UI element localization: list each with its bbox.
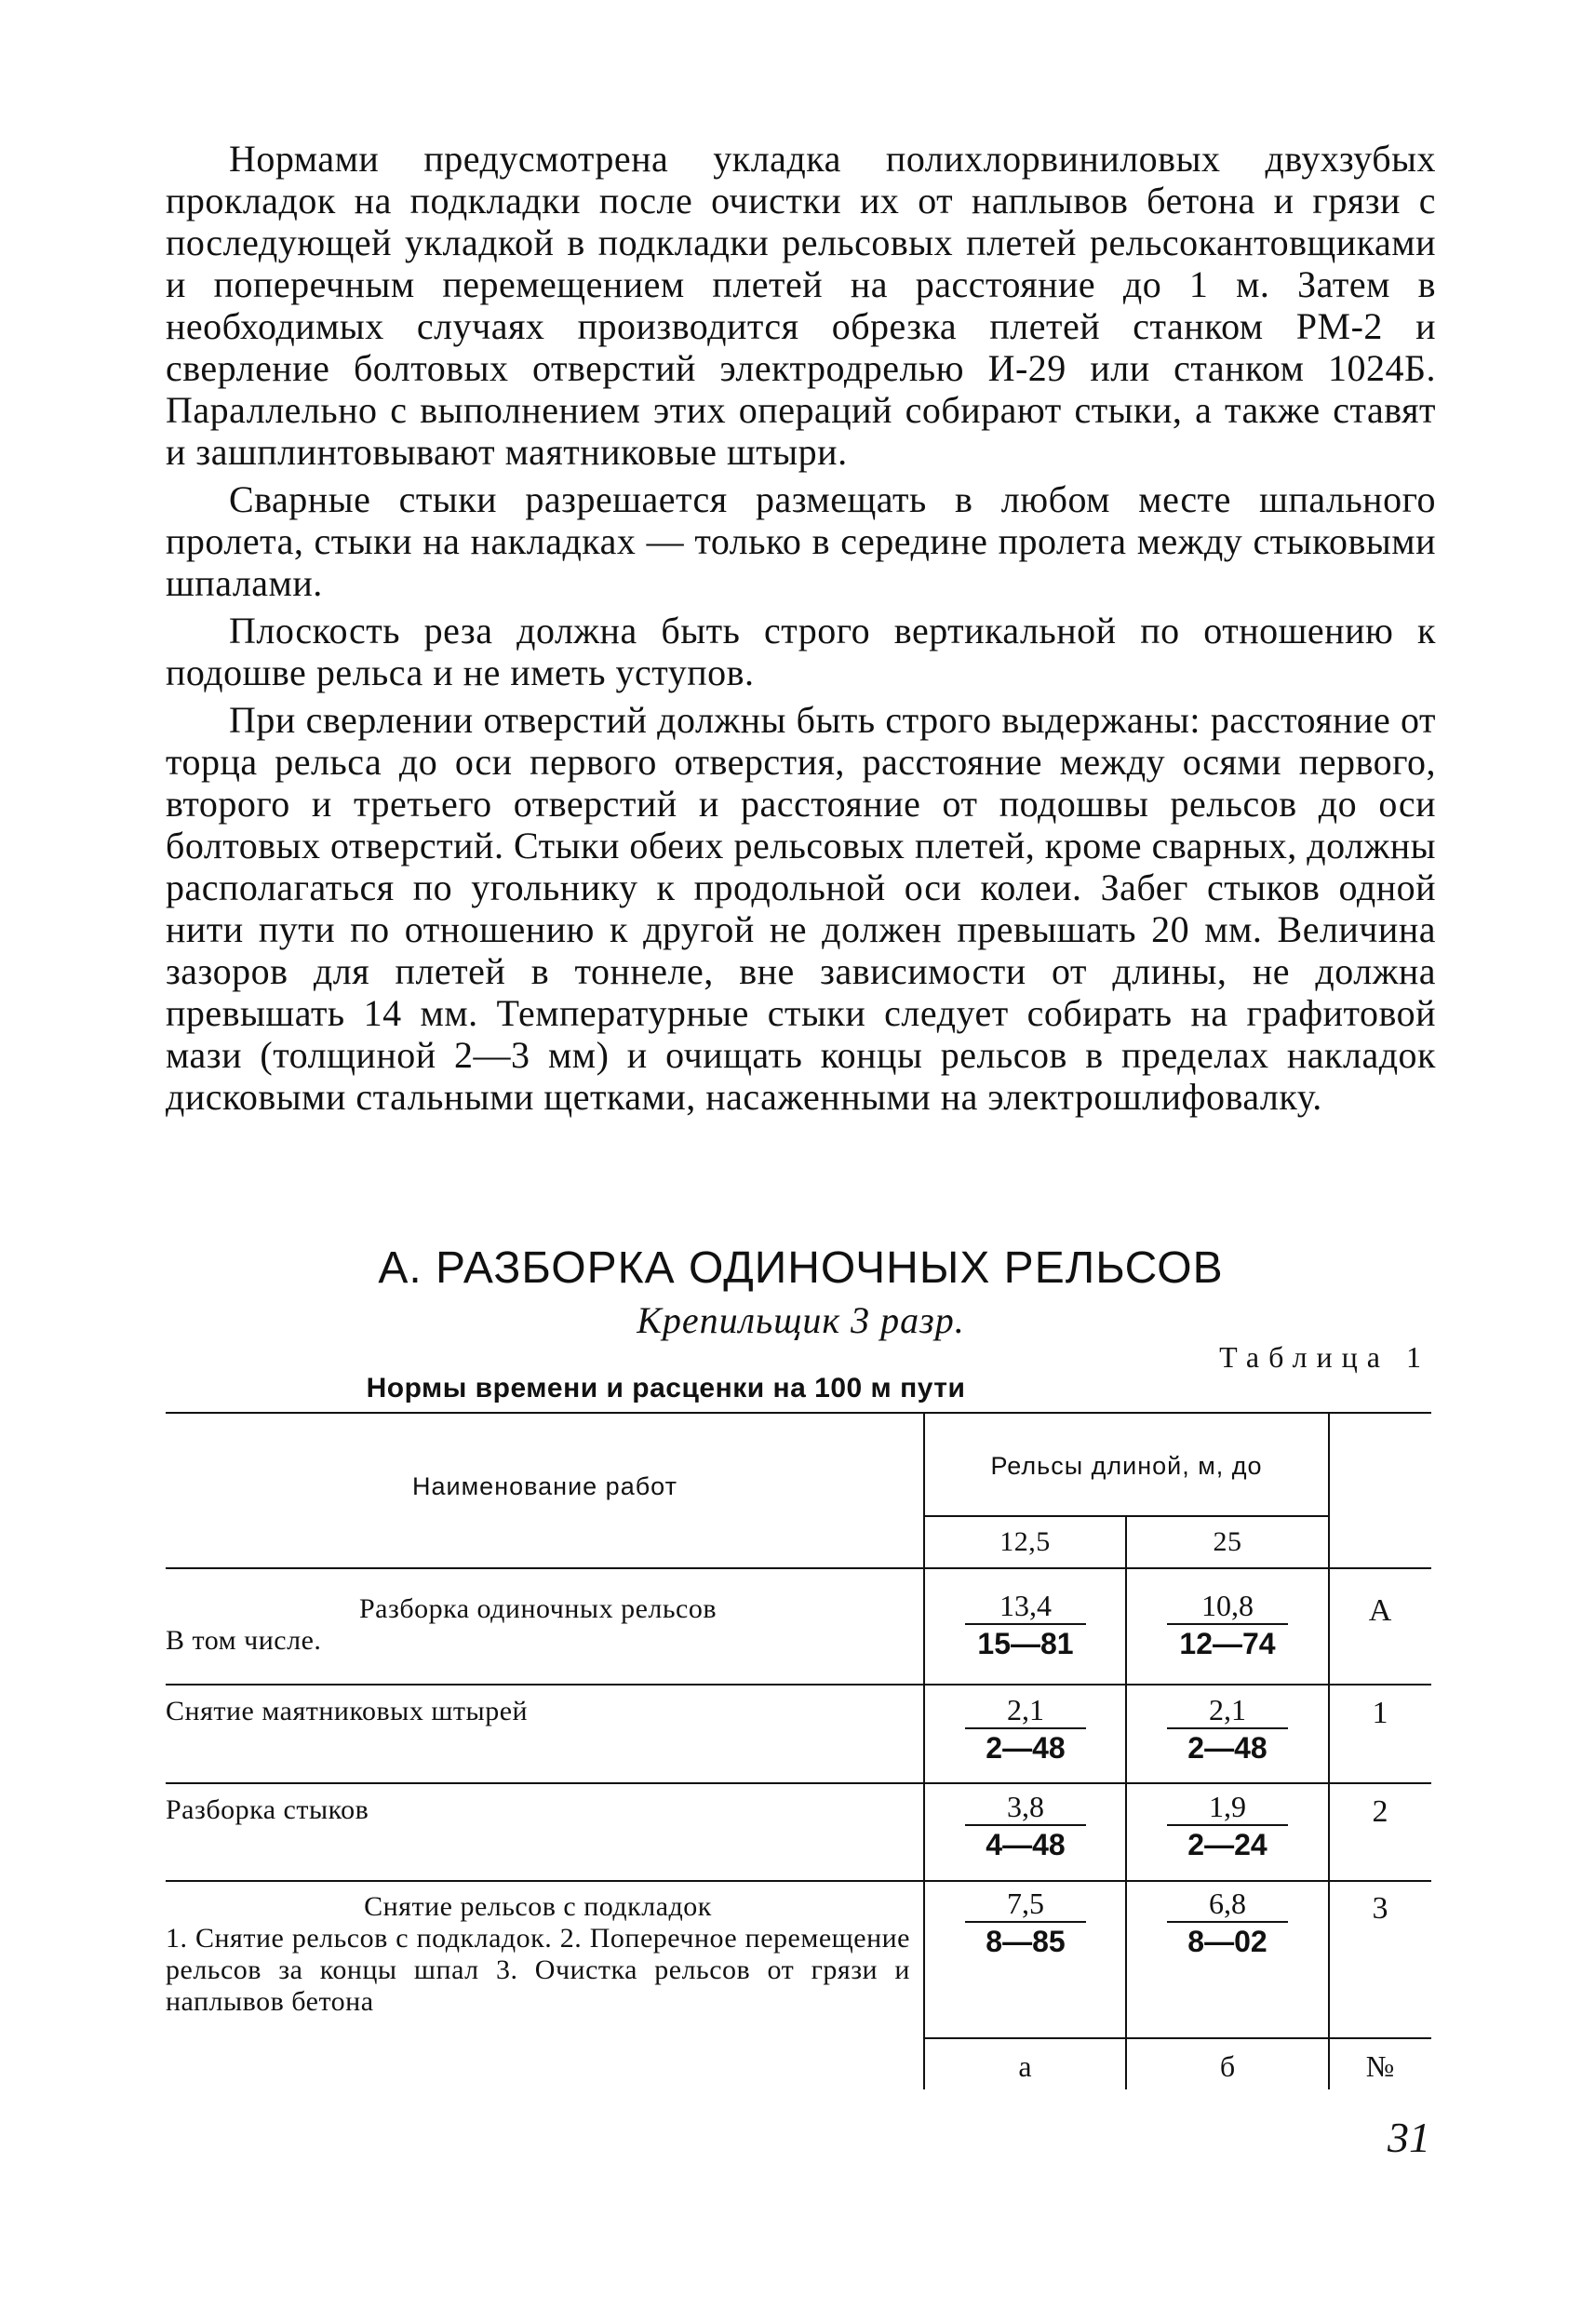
row-1-time-a: 13,4 — [965, 1588, 1086, 1625]
row-1-title: Разборка одиночных рельсов — [358, 1593, 718, 1624]
row-3-time-a: 3,8 — [965, 1789, 1086, 1826]
table-caption: Нормы времени и расценки на 100 м пути — [366, 1373, 966, 1403]
row-4-price-a: 8—85 — [986, 1925, 1066, 1958]
row-3-title: Разборка стыков — [166, 1794, 369, 1825]
row-1-price-b: 12—74 — [1179, 1627, 1276, 1660]
row-2-price-a: 2—48 — [986, 1731, 1066, 1765]
paragraph-4: При сверлении отверстий должны быть строго выдержаны: расстояние от торца рельса до оси первого отверстия, расстояние между осями первого, второго и третьего отверстий и расстояние от подошвы рельсов до оси болтовых отверстий. Стыки обеих рельсовых плетей, кроме сварных, должны располагаться по угольнику к продольной оси колеи. Забег стыков одной нити пути по отношению к другой не должен превышать 20 мм. Величина зазоров для плетей в тоннеле, вне зависимости от длины, не должна превышать 14 мм. Температурные стыки следует собирать на графитовой мази (толщиной 2—3 мм) и очищать концы рельсов в пределах накладок дисковыми стальными щетками, насаженными на электрошлифовалку. — [166, 699, 1436, 1118]
row-4-value-a — [965, 1886, 1086, 1960]
row-4-title: Снятие рельсов с подкладок — [364, 1891, 712, 1922]
row-2-title: Снятие маятниковых штырей — [166, 1696, 529, 1726]
row-1-value-b — [1167, 1588, 1288, 1662]
footer-col-a: а — [1018, 2049, 1032, 2083]
row-4-note: 1. Снятие рельсов с подкладок. 2. Поперечное перемещение рельсов за концы шпал 3. Очистка рельсов от грязи и наплывов бетона — [166, 1923, 910, 2017]
page-number: 31 — [1388, 2114, 1430, 2161]
row-4-code: 3 — [1372, 1891, 1388, 1926]
row-2-time-b: 2,1 — [1167, 1692, 1288, 1729]
row-3-time-b: 1,9 — [1167, 1789, 1288, 1826]
paragraph-1: Нормами предусмотрена укладка полихлорвиниловых двухзубых прокладок на подкладки после очистки их от наплывов бетона и грязи с последующей укладкой в подкладки рельсовых плетей рельсокантовщиками и поперечным перемещением плетей на расстояние до 1 м. Затем в необходимых случаях производится обрезка плетей станком РМ-2 и сверление болтовых отверстий электродрелью И-29 или станком 1024Б. Параллельно с выполнением этих операций собирают стыки, а также ставят и зашплинтовывают маятниковые штыри. — [166, 138, 1436, 473]
row-2-time-a: 2,1 — [965, 1692, 1086, 1729]
row-1-value-a — [965, 1588, 1086, 1662]
footer-code: № — [1365, 2049, 1395, 2083]
row-3-price-b: 2—24 — [1187, 1828, 1267, 1861]
row-2-code: 1 — [1372, 1696, 1388, 1730]
header-group: Рельсы длиной, м, до — [990, 1452, 1263, 1480]
section-title: А. РАЗБОРКА ОДИНОЧНЫХ РЕЛЬСОВ — [378, 1243, 1224, 1293]
row-1-note: В том числе. — [166, 1625, 322, 1656]
row-3-code: 2 — [1372, 1794, 1388, 1829]
row-1-time-b: 10,8 — [1167, 1588, 1288, 1625]
row-3-price-a: 4—48 — [986, 1828, 1066, 1861]
row-4-time-a: 7,5 — [965, 1886, 1086, 1923]
row-3-value-b — [1167, 1789, 1288, 1863]
table-label: Таблица 1 — [1219, 1340, 1430, 1374]
header-col-a: 12,5 — [999, 1526, 1051, 1557]
paragraph-2: Сварные стыки разрешается размещать в любом месте шпального пролета, стыки на накладках — только в середине пролета между стыковыми шпалами. — [166, 478, 1436, 604]
paragraph-3: Плоскость реза должна быть строго вертикальной по отношению к подошве рельса и не иметь уступов. — [166, 610, 1436, 693]
row-4-value-b — [1167, 1886, 1288, 1960]
row-2-value-a — [965, 1692, 1086, 1766]
header-name: Наименование работ — [412, 1472, 677, 1500]
section-subtitle: Крепильщик 3 разр. — [637, 1299, 965, 1341]
row-3-value-a — [965, 1789, 1086, 1863]
row-1-price-a: 15—81 — [977, 1627, 1074, 1660]
row-2-value-b — [1167, 1692, 1288, 1766]
row-1-code: А — [1368, 1593, 1392, 1628]
row-4-price-b: 8—02 — [1187, 1925, 1267, 1958]
header-col-b: 25 — [1213, 1526, 1242, 1557]
row-2-price-b: 2—48 — [1187, 1731, 1267, 1765]
row-4-time-b: 6,8 — [1167, 1886, 1288, 1923]
footer-col-b: б — [1219, 2049, 1236, 2083]
